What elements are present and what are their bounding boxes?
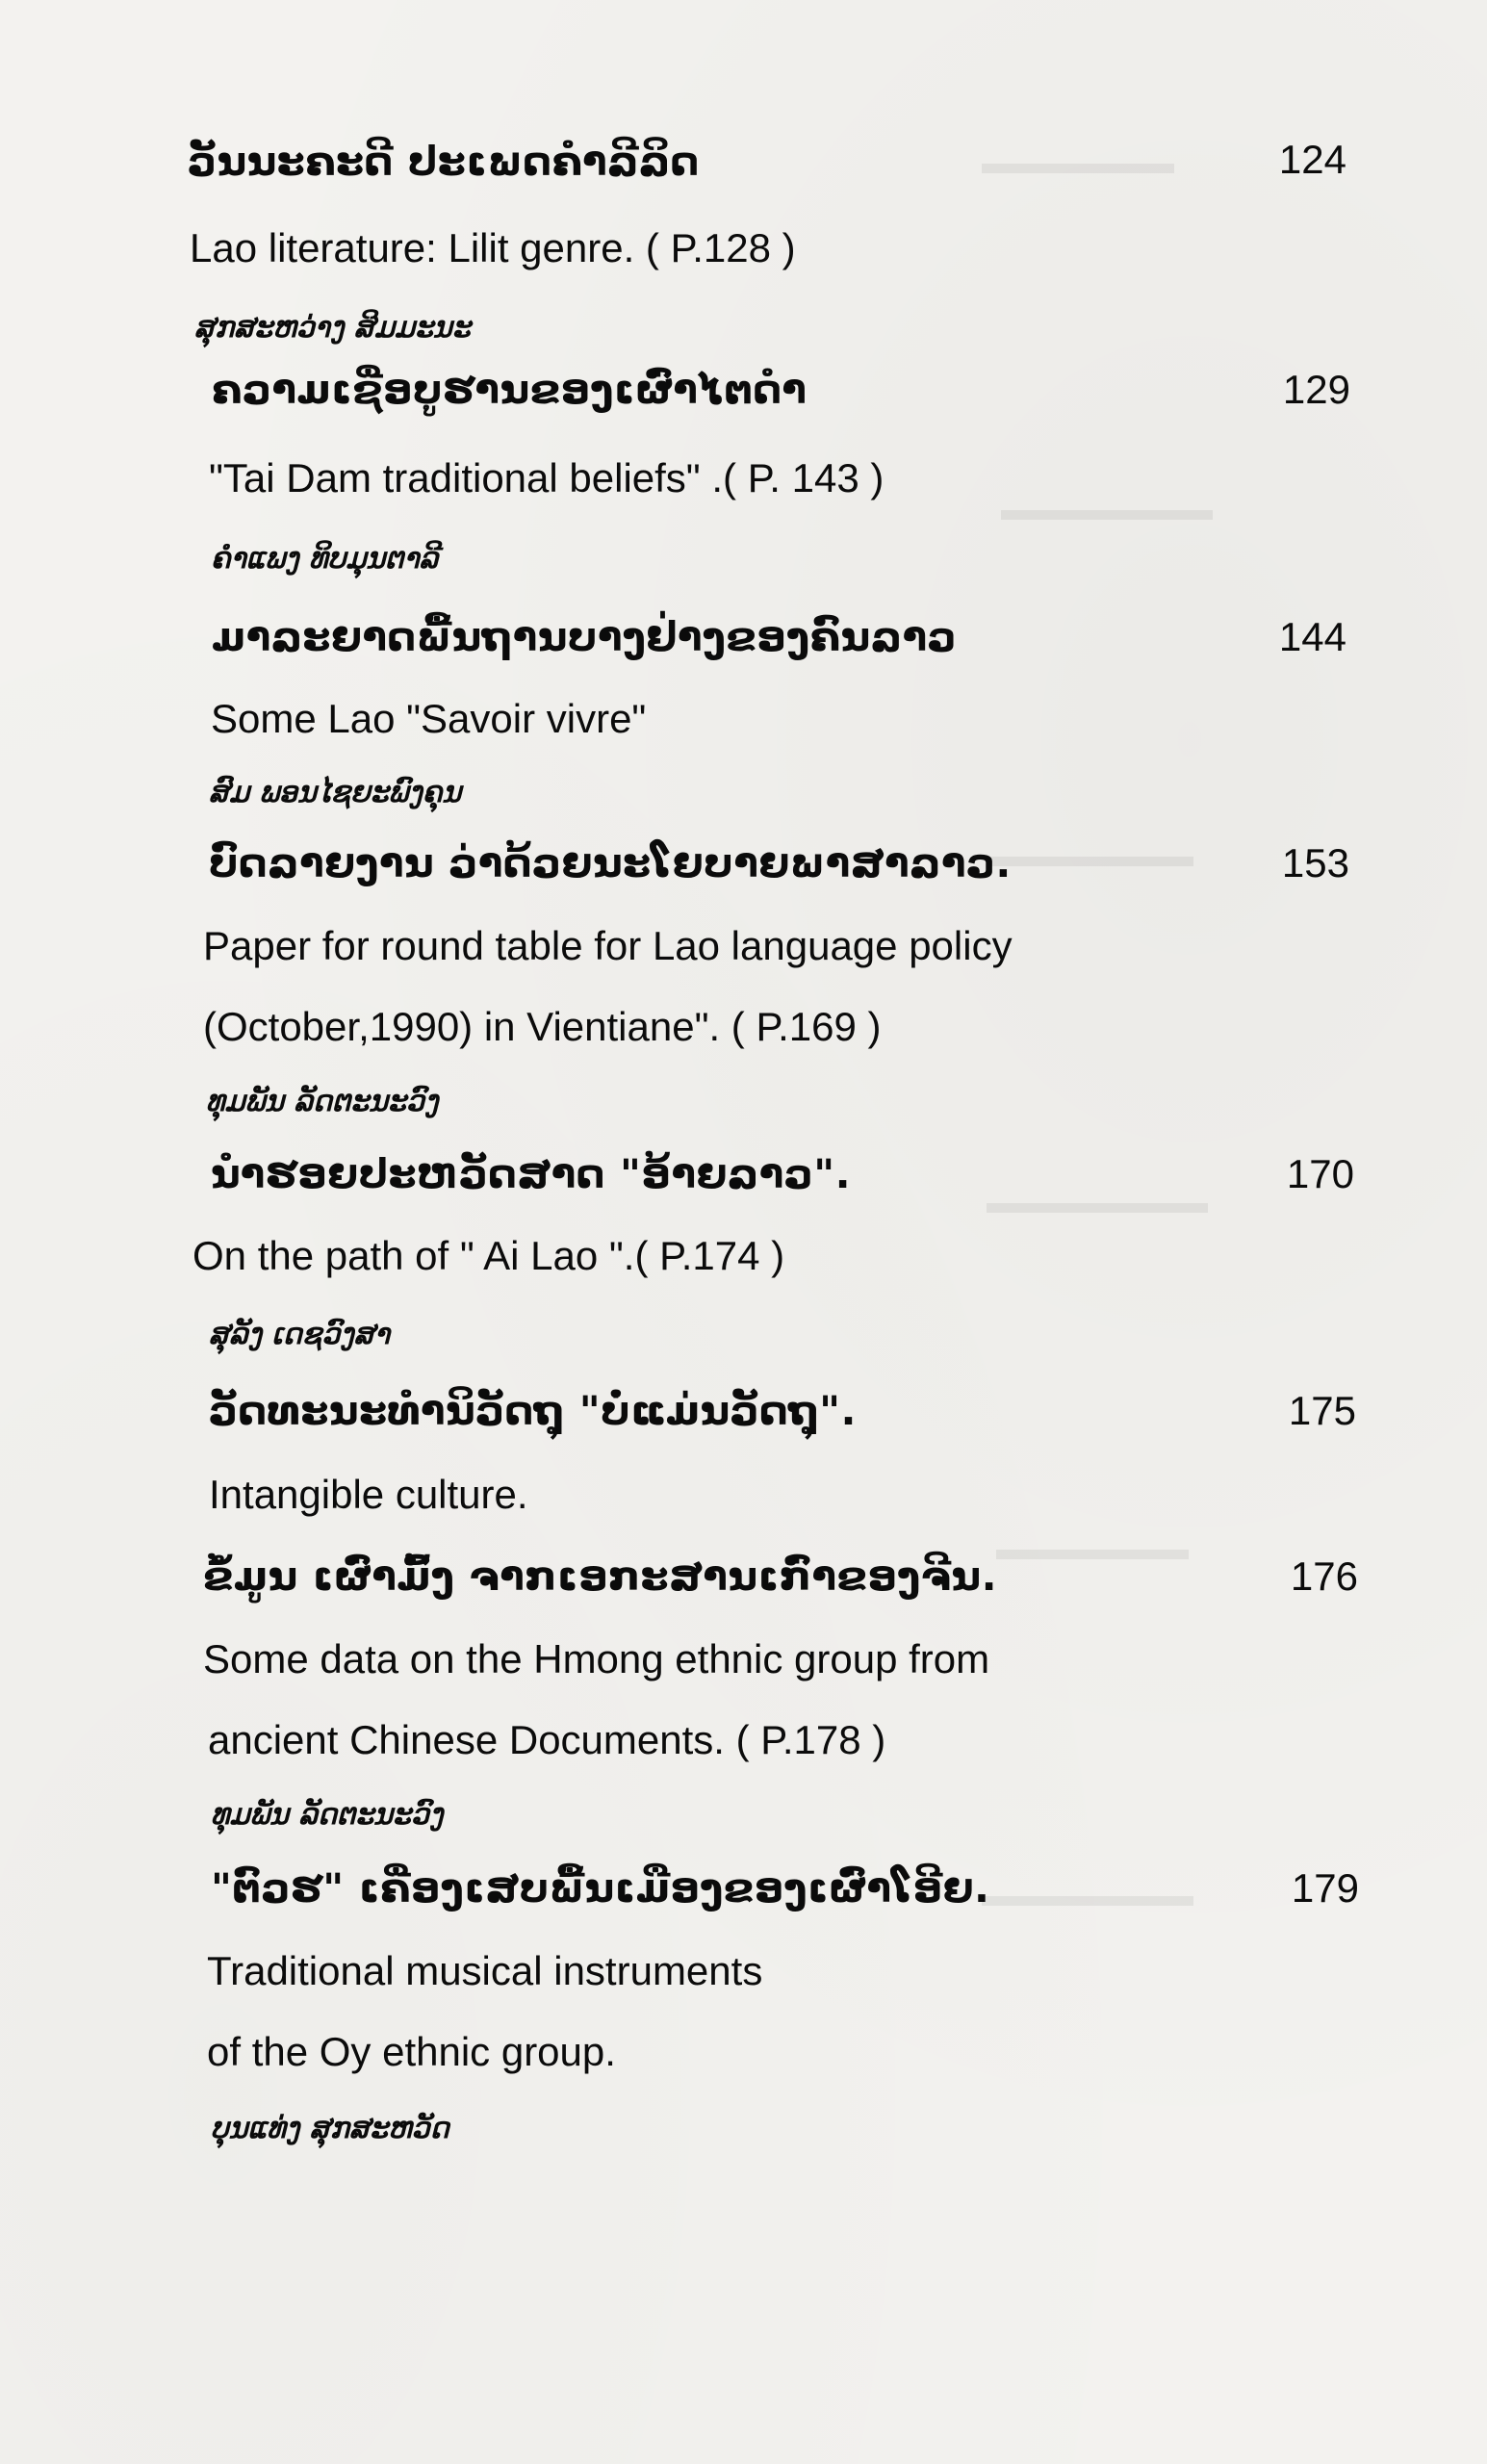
entry-2-lao-title: ຄວາມເຊື່ອບູຮານຂອງເຜົ່າໄຕດຳ bbox=[212, 366, 808, 413]
entry-3-author: ສົມ ພອນໄຊຍະພົງຄຸນ bbox=[209, 776, 462, 809]
entry-5-author: ສຸລັງ ເດຊວົງສາ bbox=[209, 1318, 391, 1351]
entry-6-lao-title: ວັດທະນະທຳນິວັດຖຸ "ບໍ່ແມ່ນວັດຖຸ". bbox=[209, 1387, 857, 1434]
entry-8-english-line-2: of the Oy ethnic group. bbox=[207, 2029, 616, 2074]
entry-8-page-number: 179 bbox=[1291, 1865, 1359, 1911]
entry-7-lao-title: ຂໍ້ມູນ ເຜົ່າມົ້ງ ຈາກເອກະສານເກົ່າຂອງຈີນ. bbox=[203, 1553, 998, 1600]
entry-5-english-title: On the path of " Ai Lao ".( P.174 ) bbox=[192, 1233, 785, 1278]
entry-4-english-line-1: Paper for round table for Lao language policy bbox=[203, 923, 1013, 968]
entry-1-page-number: 124 bbox=[1278, 137, 1346, 182]
entry-4-author: ທຸມພັນ ລັດຕະນະວົງ bbox=[206, 1085, 439, 1118]
entry-4-english-line-2: (October,1990) in Vientiane". ( P.169 ) bbox=[203, 1004, 882, 1049]
entry-1-author: ສຸກສະຫວ່າງ ສິມມະນະ bbox=[194, 311, 471, 345]
reverse-page-show-through bbox=[962, 125, 1251, 2050]
entry-2-page-number: 129 bbox=[1282, 367, 1350, 412]
entry-7-english-line-2: ancient Chinese Documents. ( P.178 ) bbox=[208, 1717, 886, 1762]
entry-6-english-title: Intangible culture. bbox=[209, 1472, 528, 1517]
entry-2-author: ຄຳແພງ ທິບມຸນຕາລີ bbox=[211, 542, 439, 576]
entry-1-english-title: Lao literature: Lilit genre. ( P.128 ) bbox=[190, 225, 796, 270]
entry-5-lao-title: ນຳຮອຍປະຫວັດສາດ "ອ້າຍລາວ". bbox=[211, 1150, 852, 1197]
entry-7-author: ທຸມພັນ ລັດຕະນະວົງ bbox=[211, 1798, 444, 1832]
entry-7-english-line-1: Some data on the Hmong ethnic group from bbox=[203, 1636, 990, 1681]
entry-7-page-number: 176 bbox=[1290, 1553, 1358, 1599]
entry-3-lao-title: ມາລະຍາດພື້ນຖານບາງຢ່າງຂອງຄົນລາວ bbox=[212, 613, 958, 660]
entry-4-lao-title: ບົດລາຍງານ ວ່າດ້ວຍນະໂຍບາຍພາສາລາວ. bbox=[209, 839, 1012, 886]
entry-4-page-number: 153 bbox=[1281, 840, 1349, 886]
entry-8-lao-title: "ຕົວຮ" ເຄື່ອງເສບພື້ນເມືອງຂອງເຜົ່າໂອີຍ. bbox=[211, 1864, 990, 1912]
entry-1-lao-title: ວັນນະຄະດີ ປະເພດຄຳລີລິດ bbox=[188, 138, 700, 185]
entry-3-page-number: 144 bbox=[1278, 614, 1346, 659]
entry-8-english-line-1: Traditional musical instruments bbox=[207, 1948, 763, 1993]
entry-2-english-title: "Tai Dam traditional beliefs" .( P. 143 ) bbox=[209, 455, 885, 500]
entry-3-english-title: Some Lao "Savoir vivre" bbox=[211, 696, 647, 741]
entry-8-author: ບຸນແທ່ງ ສຸກສະຫວັດ bbox=[211, 2112, 449, 2145]
entry-5-page-number: 170 bbox=[1286, 1151, 1354, 1196]
entry-6-page-number: 175 bbox=[1288, 1388, 1356, 1433]
